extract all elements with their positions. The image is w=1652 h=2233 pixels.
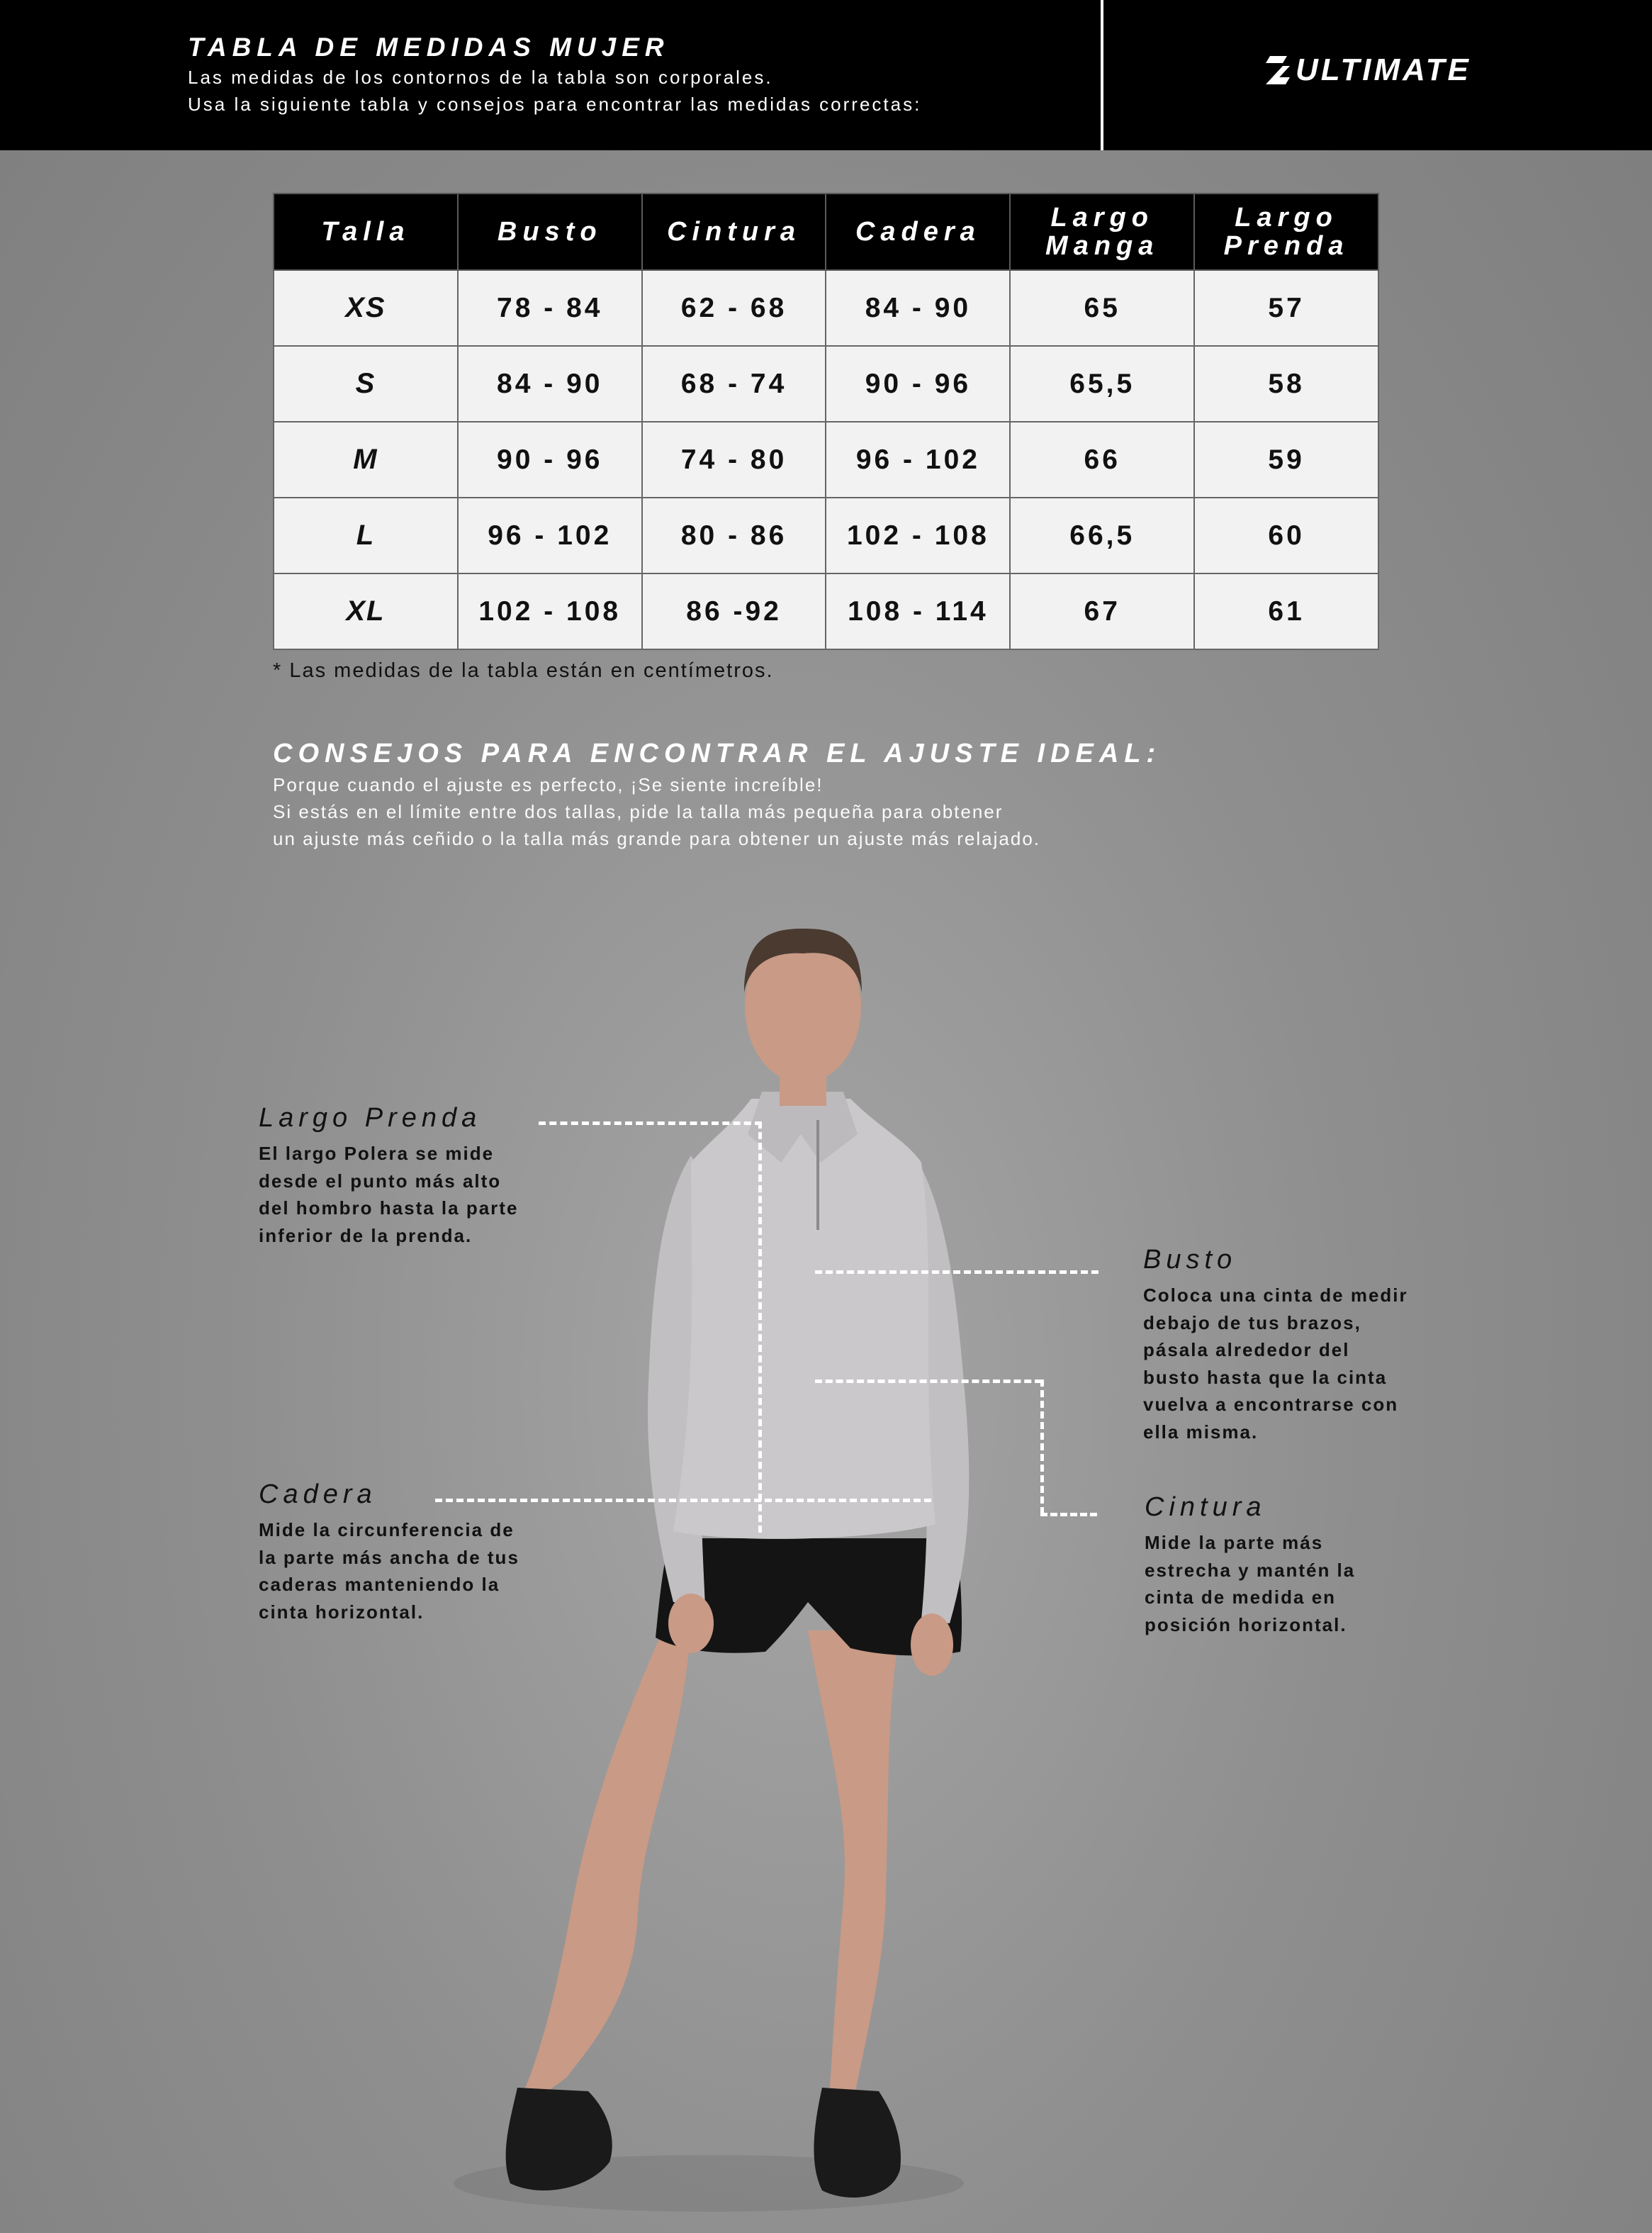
measurement-cell: 68 - 74 (642, 346, 826, 422)
busto-guide (815, 1270, 1098, 1274)
cintura-guide-end (1040, 1513, 1097, 1516)
measurement-cell: 58 (1194, 346, 1378, 422)
table-header-label: Largo (1235, 203, 1338, 233)
size-label-cell: S (274, 346, 458, 422)
size-label-cell: M (274, 422, 458, 498)
cadera-text: Mide la circunferencia de la parte más ancha de tus caderas manteniendo la cinta horizontal. (259, 1519, 519, 1623)
measurement-cell: 60 (1194, 498, 1378, 573)
measurement-cell: 96 - 102 (458, 498, 642, 573)
table-header-label-2: Prenda (1223, 231, 1349, 261)
largo-prenda-title: Largo Prenda (259, 1103, 482, 1133)
table-header-label: Busto (497, 217, 602, 247)
tips-line-3: un ajuste más ceñido o la talla más grande para obtener un ajuste más relajado. (273, 828, 1041, 849)
measurement-cell: 90 - 96 (458, 422, 642, 498)
cadera-guide (435, 1499, 931, 1502)
measurement-cell: 62 - 68 (642, 270, 826, 346)
header-subtitle-2: Usa la siguiente tabla y consejos para encontrar las medidas correctas: (188, 94, 922, 115)
measurement-cell: 59 (1194, 422, 1378, 498)
measurement-cell: 57 (1194, 270, 1378, 346)
largo-prenda-guide-horizontal (539, 1121, 762, 1125)
table-header-label: Cintura (667, 217, 802, 247)
cintura-guide-horizontal (815, 1379, 1042, 1383)
tips-title: CONSEJOS PARA ENCONTRAR EL AJUSTE IDEAL: (273, 739, 1162, 768)
header-subtitle-1: Las medidas de los contornos de la tabla son corporales. (188, 67, 773, 88)
tips-line-1: Porque cuando el ajuste es perfecto, ¡Se siente increíble! (273, 774, 824, 795)
measurement-cell: 84 - 90 (458, 346, 642, 422)
measurement-cell: 86 -92 (642, 573, 826, 649)
measurement-cell: 65,5 (1010, 346, 1194, 422)
page-title: TABLA DE MEDIDAS MUJER (188, 33, 670, 62)
size-label-cell: L (274, 498, 458, 573)
measurement-cell: 66 (1010, 422, 1194, 498)
measurement-cell: 90 - 96 (826, 346, 1010, 422)
measurement-cell: 84 - 90 (826, 270, 1010, 346)
measurement-cell: 65 (1010, 270, 1194, 346)
table-header-label: Largo (1050, 203, 1154, 233)
measurement-cell: 67 (1010, 573, 1194, 649)
cintura-guide-vertical (1040, 1379, 1044, 1514)
measurement-cell: 80 - 86 (642, 498, 826, 573)
tips-line-2: Si estás en el límite entre dos tallas, pide la talla más pequeña para obtener (273, 801, 1004, 822)
largo-prenda-guide-vertical (758, 1121, 762, 1533)
table-header-label-2: Manga (1045, 231, 1159, 261)
table-header-label: Cadera (855, 217, 981, 247)
brand-name: ULTIMATE (1296, 52, 1471, 87)
cintura-text: Mide la parte más estrecha y mantén la cinta de medida en posición horizontal. (1145, 1532, 1356, 1635)
cadera-title: Cadera (259, 1479, 377, 1509)
measurement-cell: 66,5 (1010, 498, 1194, 573)
measurement-cell: 78 - 84 (458, 270, 642, 346)
measurement-cell: 96 - 102 (826, 422, 1010, 498)
measurement-cell: 74 - 80 (642, 422, 826, 498)
cintura-title: Cintura (1145, 1492, 1266, 1522)
measurement-cell: 108 - 114 (826, 573, 1010, 649)
size-label-cell: XL (274, 573, 458, 649)
measurement-cell: 102 - 108 (458, 573, 642, 649)
largo-prenda-text: El largo Polera se mide desde el punto más alto del hombro hasta la parte inferior de la prenda. (259, 1143, 519, 1246)
busto-title: Busto (1143, 1245, 1237, 1275)
table-note: * Las medidas de la tabla están en centímetros. (273, 659, 774, 682)
measurement-cell: 102 - 108 (826, 498, 1010, 573)
measurement-cell: 61 (1194, 573, 1378, 649)
busto-text: Coloca una cinta de medir debajo de tus brazos, pásala alrededor del busto hasta que la cinta vuelva a encontrarse con ella misma. (1143, 1285, 1408, 1443)
size-label-cell: XS (274, 270, 458, 346)
table-header-label: Talla (321, 217, 410, 247)
